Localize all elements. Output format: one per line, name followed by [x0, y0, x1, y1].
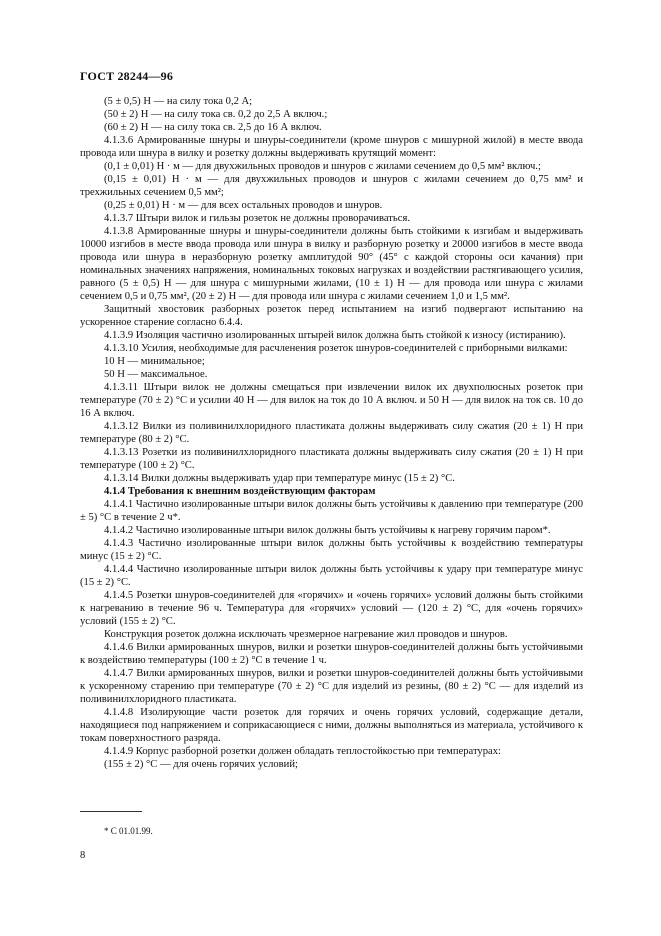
- paragraph: 4.1.4.2 Частично изолированные штыри вилок должны быть устойчивы к нагреву горячим паром*.: [104, 525, 551, 536]
- section-heading: 4.1.4 Требования к внешним воздействующим факторам: [104, 486, 376, 497]
- paragraph: 4.1.3.6 Армированные шнуры и шнуры-соединители (кроме шнуров с мишурной жилой) в месте ввода провода или шнура в вилку и розетку должны выдерживать крутящий момент:: [80, 135, 583, 159]
- footnote-divider: [80, 811, 142, 812]
- paragraph: Конструкция розеток должна исключать чрезмерное нагревание жил проводов и шнуров.: [104, 629, 508, 640]
- paragraph: (155 ± 2) °С — для очень горячих условий;: [104, 759, 298, 770]
- paragraph: 4.1.3.10 Усилия, необходимые для расчленения розеток шнуров-соединителей с приборными вилками:: [104, 343, 568, 354]
- paragraph: 4.1.3.9 Изоляция частично изолированных штырей вилок должна быть стойкой к износу (истиранию).: [104, 330, 566, 341]
- paragraph: 4.1.3.14 Вилки должны выдерживать удар при температуре минус (15 ± 2) °С.: [104, 473, 455, 484]
- paragraph: (60 ± 2) Н — на силу тока св. 2,5 до 16 А включ.: [104, 122, 322, 133]
- paragraph: 4.1.4.8 Изолирующие части розеток для горячих и очень горячих условий, содержащие детали, находящиеся под напряжением и соприкасающиеся с ними, должны выполняться из материала, устойчивого к токам поверхностного разряда.: [80, 707, 583, 744]
- paragraph: (0,1 ± 0,01) Н · м — для двухжильных проводов и шнуров с жилами сечением до 0,5 мм² включ.;: [104, 161, 541, 172]
- paragraph: 4.1.3.7 Штыри вилок и гильзы розеток не должны проворачиваться.: [104, 213, 410, 224]
- paragraph: 4.1.4.9 Корпус разборной розетки должен обладать теплостойкостью при температурах:: [104, 746, 501, 757]
- paragraph: (0,15 ± 0,01) Н · м — для двухжильных проводов и шнуров с жилами сечением до 0,75 мм² и трехжильных сечением 0,5 мм²;: [80, 174, 583, 198]
- paragraph: 4.1.3.11 Штыри вилок не должны смещаться при извлечении вилок их двухполюсных розеток при температуре (70 ± 2) °С и усилии 40 Н — для вилок на ток до 10 А включ. и 50 Н — для вилок на ток св. 10 до 16 А включ.: [80, 382, 583, 419]
- paragraph: 4.1.3.8 Армированные шнуры и шнуры-соединители должны быть стойкими к изгибам и выдерживать 10000 изгибов в месте ввода провода или шнура в вилку и разборную розетку и 20000 изгибов в месте ввода провода или шнура в неразборную розетку амплитудой 90° (45° с каждой стороны оси качания) при номинальных значениях напряжения, номинальных токовых нагрузках и воздействии растягивающего усилия, равного (5 ± 0,5) Н — для шнура с мишурными жилами, (10 ± 1) Н — для провода или шнура с жилами сечением 0,5 и 0,75 мм², (20 ± 2) Н — для провода или шнура с жилами сечением 1,0 и 1,5 мм².: [80, 226, 583, 302]
- paragraph: 50 Н — максимальное.: [104, 369, 208, 380]
- paragraph: 4.1.4.5 Розетки шнуров-соединителей для «горячих» и «очень горячих» условий должны быть стойкими к нагреванию в течение 96 ч. Температура для «горячих» условий — (120 ± 2) °С, для «очень горячих» условий (155 ± 2) °С.: [80, 590, 583, 627]
- paragraph: 4.1.4.6 Вилки армированных шнуров, вилки и розетки шнуров-соединителей должны быть устойчивыми к воздействию температуры (100 ± 2) °С в течение 1 ч.: [80, 642, 583, 666]
- document-body: [80, 95, 583, 771]
- paragraph: Защитный хвостовик разборных розеток перед испытанием на изгиб подвергают испытанию на ускоренное старение согласно 6.4.4.: [80, 304, 583, 328]
- paragraph: 4.1.4.7 Вилки армированных шнуров, вилки и розетки шнуров-соединителей должны быть устойчивыми к ускоренному старению при температуре (70 ± 2) °С для изделий из резины, (80 ± 2) °С — для изделий из поливинилхлоридного пластиката.: [80, 668, 583, 705]
- page-number: 8: [80, 850, 86, 861]
- footnote: * С 01.01.99.: [104, 826, 153, 836]
- paragraph: 4.1.4.3 Частично изолированные штыри вилок должны быть устойчивы к воздействию температуры минус (15 ± 2) °С.: [80, 538, 583, 562]
- paragraph: 10 Н — минимальное;: [104, 356, 205, 367]
- paragraph: 4.1.4.1 Частично изолированные штыри вилок должны быть устойчивы к давлению при температуре (200 ± 5) °С в течение 2 ч*.: [80, 499, 583, 523]
- paragraph: (50 ± 2) Н — на силу тока св. 0,2 до 2,5 А включ.;: [104, 109, 328, 120]
- paragraph: 4.1.3.13 Розетки из поливинилхлоридного пластиката должны выдерживать силу сжатия (20 ± 1) Н при температуре (100 ± 2) °С.: [80, 447, 583, 471]
- page-header: ГОСТ 28244—96: [80, 69, 174, 83]
- paragraph: (0,25 ± 0,01) Н · м — для всех остальных проводов и шнуров.: [104, 200, 383, 211]
- paragraph: 4.1.4.4 Частично изолированные штыри вилок должны быть устойчивы к удару при температуре минус (15 ± 2) °С.: [80, 564, 583, 588]
- paragraph: (5 ± 0,5) Н — на силу тока 0,2 А;: [104, 96, 253, 107]
- paragraph: 4.1.3.12 Вилки из поливинилхлоридного пластиката должны выдерживать силу сжатия (20 ± 1) Н при температуре (80 ± 2) °С.: [80, 421, 583, 445]
